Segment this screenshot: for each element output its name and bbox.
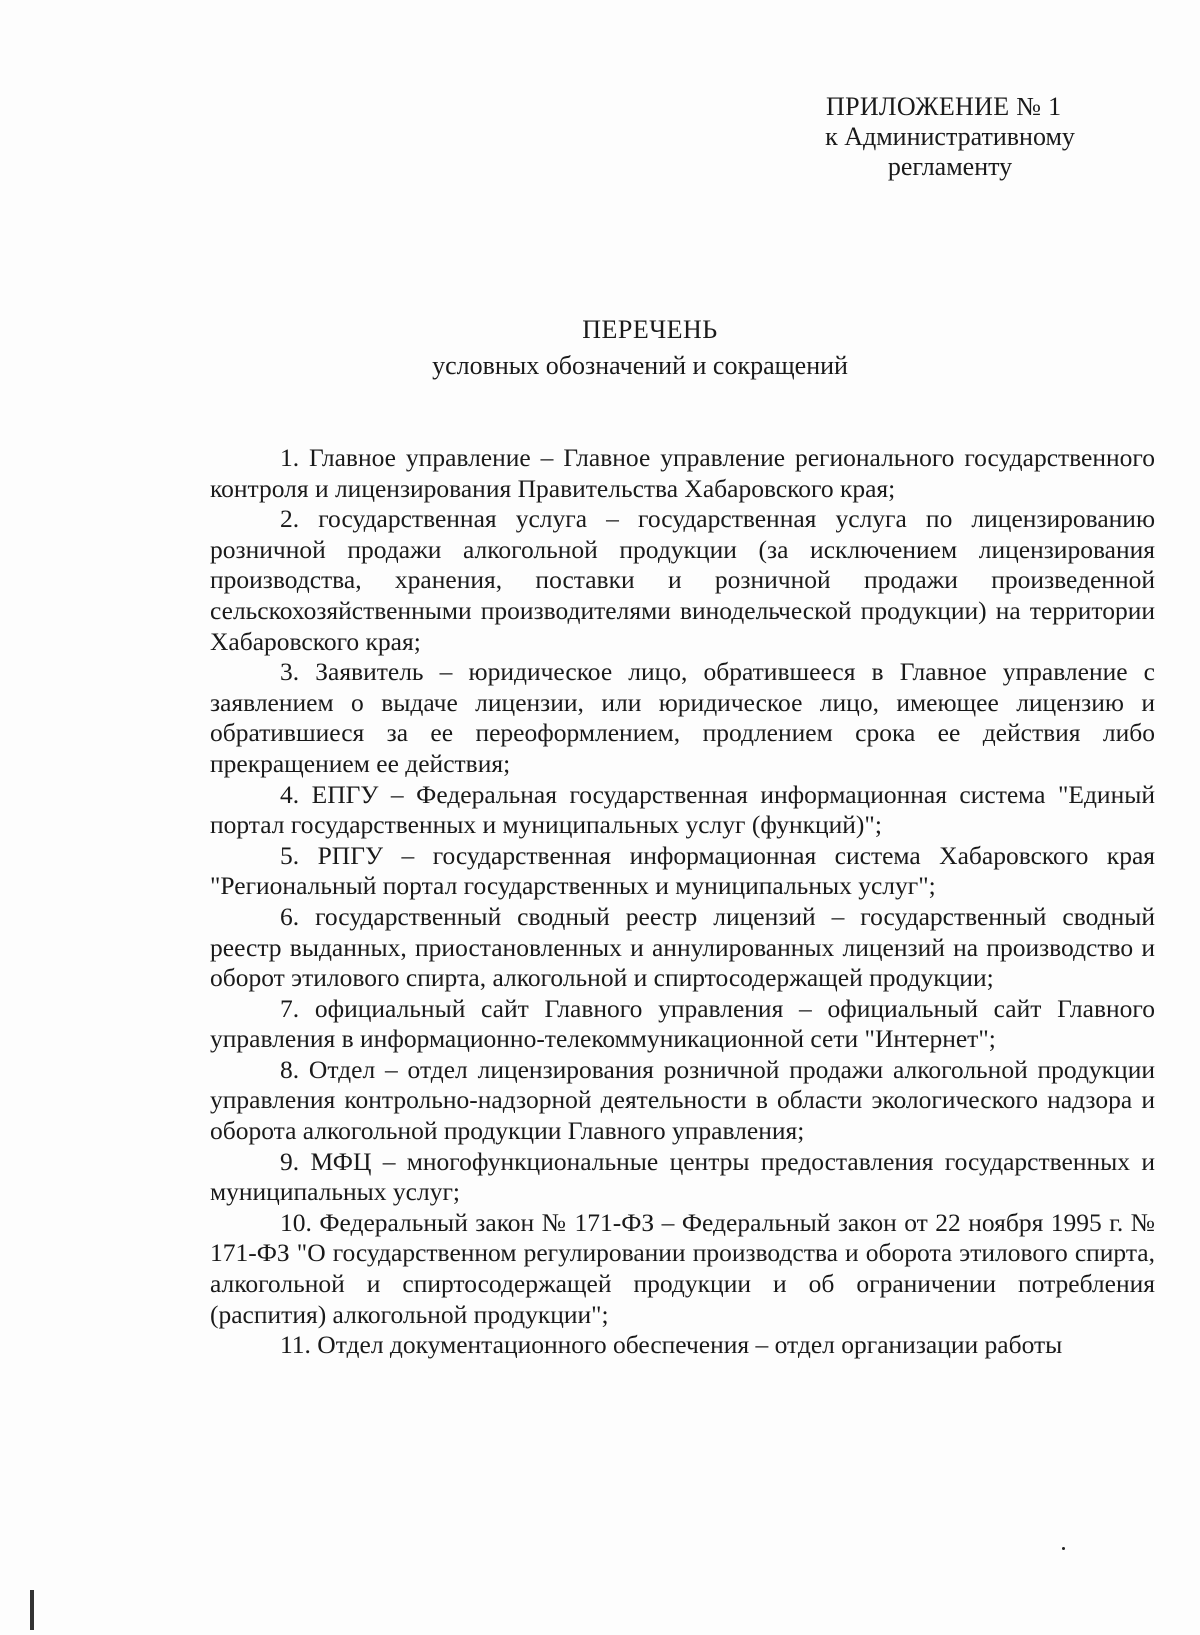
heading-subtitle: условных обозначений и сокращений: [432, 351, 848, 380]
scan-edge-mark: [30, 1590, 34, 1630]
document-heading: [0, 312, 1200, 384]
definition-item-9: 9. МФЦ – многофункциональные центры предоставления государственных и муниципальных услуг;: [210, 1146, 1155, 1207]
appendix-line-1: к Административному: [825, 122, 1075, 151]
heading-title: ПЕРЕЧЕНЬ: [582, 315, 718, 344]
definition-item-2: 2. государственная услуга – государственная услуга по лицензированию розничной продажи алкогольной продукции (за исключением лицензирования производства, хранения, поставки и розничной продажи произведенной сельскохозяйственными производителями винодельческой продукции) на территории Хабаровского края;: [210, 504, 1155, 656]
appendix-title: ПРИЛОЖЕНИЕ № 1: [826, 92, 1062, 121]
definition-item-3: 3. Заявитель – юридическое лицо, обратившееся в Главное управление с заявлением о выдаче лицензии, или юридическое лицо, имеющее лицензию и обратившиеся за ее переоформлением, продлением срока ее действия либо прекращением ее действия;: [210, 657, 1155, 778]
appendix-block: [790, 92, 1110, 182]
definition-item-6: 6. государственный сводный реестр лицензий – государственный сводный реестр выданных, приостановленных и аннулированных лицензий на производство и оборот этилового спирта, алкогольной и спиртосодержащей продукции;: [210, 901, 1155, 993]
definition-item-4: 4. ЕПГУ – Федеральная государственная информационная система "Единый портал государственных и муниципальных услуг (функций)";: [210, 779, 1155, 840]
definition-item-8: 8. Отдел – отдел лицензирования розничной продажи алкогольной продукции управления контрольно-надзорной деятельности в области экологического надзора и оборота алкогольной продукции Главного управления;: [210, 1054, 1155, 1146]
appendix-line-2: регламенту: [887, 152, 1013, 181]
definitions-list: [210, 443, 1155, 1361]
definition-item-11: 11. Отдел документационного обеспечения – отдел организации работы: [280, 1330, 1063, 1360]
definition-item-7: 7. официальный сайт Главного управления – официальный сайт Главного управления в информационно-телекоммуникационной сети "Интернет";: [210, 993, 1155, 1054]
definition-item-1: 1. Главное управление – Главное управление регионального государственного контроля и лицензирования Правительства Хабаровского края;: [210, 443, 1155, 503]
scan-speck: [1062, 1547, 1065, 1550]
definition-item-10: 10. Федеральный закон № 171-ФЗ – Федеральный закон от 22 ноября 1995 г. № 171-ФЗ "О государственном регулировании производства и оборота этилового спирта, алкогольной и спиртосодержащей продукции и об ограничении потребления (распития) алкогольной продукции";: [210, 1207, 1155, 1329]
definition-item-5: 5. РПГУ – государственная информационная система Хабаровского края "Региональный портал государственных и муниципальных услуг";: [210, 840, 1155, 901]
